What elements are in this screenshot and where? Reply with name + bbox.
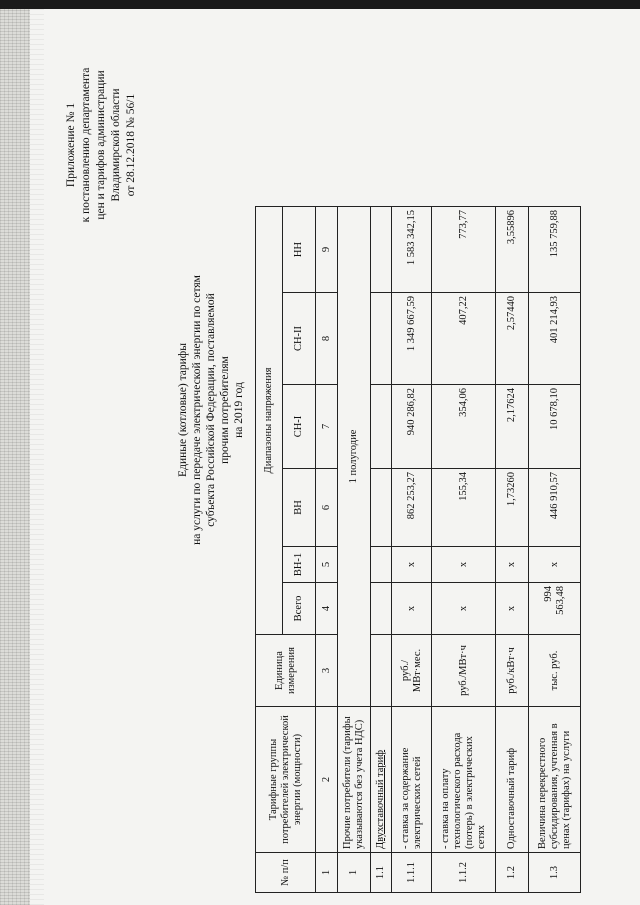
row-total: х	[432, 583, 496, 635]
header-num: № п/п	[256, 853, 316, 893]
header-group: Тарифные группы потребителей электрической энергии (мощности)	[256, 707, 316, 853]
row-label: - ставка за содержание электрических сетей	[392, 707, 432, 853]
section-period: 1 полугодие	[338, 207, 371, 707]
row-total	[371, 583, 392, 635]
col-number: 7	[316, 385, 338, 469]
row-vn	[371, 469, 392, 547]
col-number: 3	[316, 635, 338, 707]
tariff-table	[255, 206, 581, 893]
row-sn2: 401 214,93	[529, 293, 581, 385]
title-line: прочим потребителям	[219, 356, 231, 464]
row-sn1: 10 678,10	[529, 385, 581, 469]
row-vn: 862 253,27	[392, 469, 432, 547]
table-row	[529, 207, 581, 893]
row-sn1: 2,17624	[496, 385, 529, 469]
row-num: 1.3	[529, 853, 581, 893]
col-number: 8	[316, 293, 338, 385]
table-row	[496, 207, 529, 893]
row-total: х	[392, 583, 432, 635]
row-total: х	[496, 583, 529, 635]
header-sn2: СН-II	[283, 293, 316, 385]
header-unit: Единица измерения	[256, 635, 316, 707]
table-row	[392, 207, 432, 893]
header-nn: НН	[283, 207, 316, 293]
appendix-line: Владимирской области	[110, 88, 122, 202]
document-title	[176, 245, 246, 575]
row-num: 1.1.1	[392, 853, 432, 893]
appendix-line: к постановлению департамента	[80, 67, 92, 223]
col-number: 6	[316, 469, 338, 547]
row-num: 1.1	[371, 853, 392, 893]
row-vn1: х	[529, 547, 581, 583]
col-number: 5	[316, 547, 338, 583]
row-unit: руб./кВт·ч	[496, 635, 529, 707]
appendix-line: от 28.12.2018 № 56/1	[125, 93, 137, 197]
row-num: 1.2	[496, 853, 529, 893]
row-sn1: 354,06	[432, 385, 496, 469]
row-sn1	[371, 385, 392, 469]
header-sn1: СН-I	[283, 385, 316, 469]
row-unit: руб./МВт·ч	[432, 635, 496, 707]
row-sn2: 1 349 667,59	[392, 293, 432, 385]
row-sn2: 2,57440	[496, 293, 529, 385]
table-row	[432, 207, 496, 893]
row-nn: 1 583 342,15	[392, 207, 432, 293]
title-line: Единые (котловые) тарифы	[177, 343, 189, 477]
appendix-line: цен и тарифов администрации	[95, 70, 107, 220]
row-sn2	[371, 293, 392, 385]
column-number-row	[316, 207, 338, 893]
col-number: 4	[316, 583, 338, 635]
table-row	[371, 207, 392, 893]
section-label: Прочие потребители (тарифы указываются без учета НДС)	[338, 707, 371, 853]
row-nn: 3,55896	[496, 207, 529, 293]
row-label: Величина перекрестного субсидирования, учтенная в ценах (тарифах) на услуги	[529, 707, 581, 853]
row-total: 994 563,48	[529, 583, 581, 635]
row-vn: 155,34	[432, 469, 496, 547]
appendix-line: Приложение № 1	[65, 102, 77, 188]
appendix-header	[64, 25, 139, 265]
title-line: на 2019 год	[233, 382, 245, 438]
section-row	[338, 207, 371, 893]
table-header-row	[256, 207, 283, 893]
row-nn	[371, 207, 392, 293]
row-sn2: 407,22	[432, 293, 496, 385]
row-vn: 1,73260	[496, 469, 529, 547]
row-unit	[371, 635, 392, 707]
header-total: Всего	[283, 583, 316, 635]
row-unit: руб./ МВт·мес.	[392, 635, 432, 707]
col-number: 2	[316, 707, 338, 853]
row-unit: тыс. руб.	[529, 635, 581, 707]
row-vn1: х	[392, 547, 432, 583]
col-number: 1	[316, 853, 338, 893]
header-ranges: Диапазоны напряжения	[256, 207, 283, 635]
col-number: 9	[316, 207, 338, 293]
row-vn: 446 910,57	[529, 469, 581, 547]
section-num: 1	[338, 853, 371, 893]
title-line: на услуги по передаче электрической энергии по сетям	[191, 275, 203, 545]
title-line: субъекта Российской Федерации, поставляемой	[205, 293, 217, 527]
row-sn1: 940 286,82	[392, 385, 432, 469]
row-vn1	[371, 547, 392, 583]
row-nn: 135 759,88	[529, 207, 581, 293]
row-vn1: х	[432, 547, 496, 583]
row-label: Одноставочный тариф	[496, 707, 529, 853]
row-nn: 773,77	[432, 207, 496, 293]
row-label: Двухставочный тариф	[371, 707, 392, 853]
row-vn1: х	[496, 547, 529, 583]
header-vn: ВН	[283, 469, 316, 547]
header-vn1: ВН-1	[283, 547, 316, 583]
row-num: 1.1.2	[432, 853, 496, 893]
row-label: - ставка на оплату технологического расхода (потерь) в электрических сетях	[432, 707, 496, 853]
